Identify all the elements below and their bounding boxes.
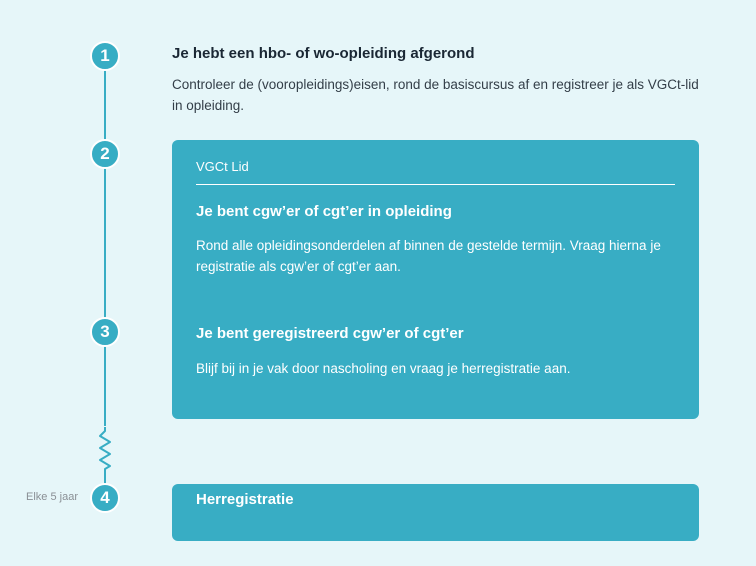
step-1-number: 1: [90, 41, 120, 71]
step-2-title: Je bent cgw’er of cgt’er in opleiding: [196, 203, 452, 220]
step-4-interval-label: Elke 5 jaar: [26, 491, 78, 503]
card-tag: VGCt Lid: [196, 159, 249, 174]
card-divider: [196, 184, 675, 185]
step-2-number: 2: [90, 139, 120, 169]
member-card: [172, 140, 699, 419]
step-4-number: 4: [90, 483, 120, 513]
step-3-title: Je bent geregistreerd cgw’er of cgt’er: [196, 325, 464, 342]
step-4-title: Herregistratie: [196, 491, 294, 508]
timeline-line: [104, 56, 106, 426]
reregistration-card: [172, 484, 699, 541]
step-3-number: 3: [90, 317, 120, 347]
step-3-description: Blijf bij in je vak door nascholing en vraag je herregistratie aan.: [196, 361, 571, 376]
timeline-break-squiggle: [97, 427, 113, 473]
step-2-description: Rond alle opleidingsonderdelen af binnen de gestelde termijn. Vraag hierna je registratie als cgw’er of cgt’er aan.: [196, 238, 661, 274]
step-1-description: Controleer de (vooropleidings)eisen, rond de basiscursus af en registreer je als VGCt-lid in opleiding.: [172, 77, 699, 113]
step-1-title: Je hebt een hbo- of wo-opleiding afgerond: [172, 45, 475, 62]
